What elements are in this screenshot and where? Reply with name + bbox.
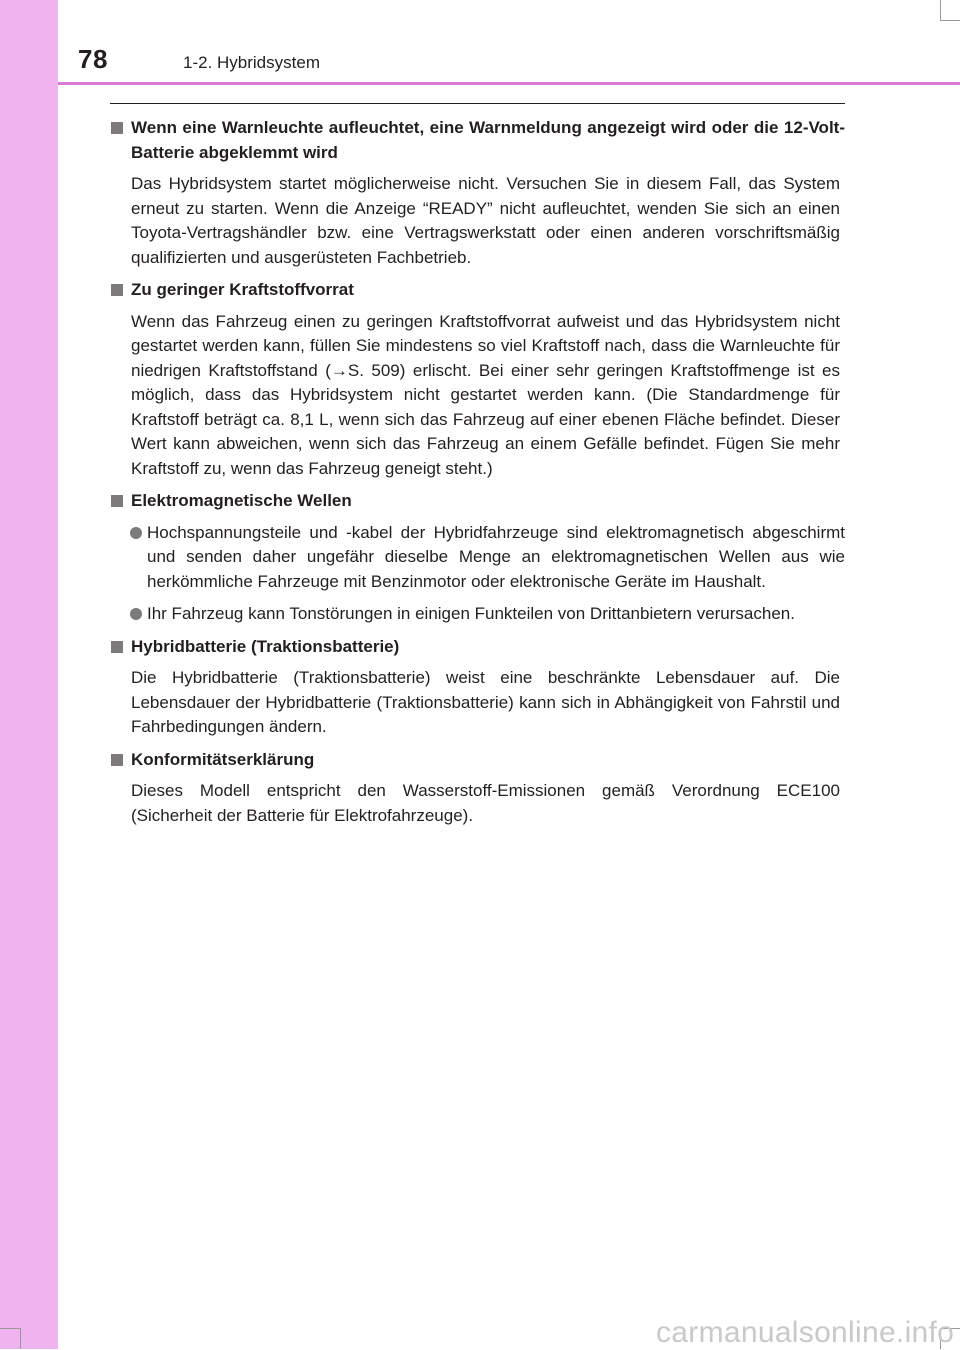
content	[110, 116, 845, 836]
crop-mark	[940, 20, 960, 21]
section-electromagnetic-waves	[110, 489, 845, 627]
list-item-text: Ihr Fahrzeug kann Tonstörungen in einigen Funkteilen von Drittanbietern verursachen.	[147, 604, 795, 623]
heading-text: Hybridbatterie (Traktionsbatterie)	[131, 636, 400, 656]
round-bullet-icon	[130, 527, 142, 539]
section-text: Das Hybridsystem startet möglicherweise nicht. Versuchen Sie in diesem Fall, das System erneut zu starten. Wenn die Anzeige “READY” nicht aufleuchtet, wenden Sie sich an einen Toyota-Vertragshändler bzw. eine Vertragswerkstatt oder einen anderen vorschriftsmäßig qualifizierten und ausgerüsteten Fachbetrieb.	[131, 174, 840, 267]
section-text: Wenn das Fahrzeug einen zu geringen Kraftstoffvorrat aufweist und das Hybridsystem nicht gestartet werden kann, füllen Sie mindestens so viel Kraftstoff nach, dass die Warnleuchte für niedrigen Kraftstoffstand (→S. 509) erlischt. Bei einer sehr geringen Kraftstoffmenge ist es möglich, dass das Hybridsystem nicht gestartet werden kann. (Die Standardmenge für Kraftstoff beträgt ca. 8,1 L, wenn sich das Fahrzeug auf einer ebenen Fläche befindet. Dieser Wert kann abweichen, wenn sich das Fahrzeug an einem Gefälle befindet. Fügen Sie mehr Kraftstoff zu, wenn das Fahrzeug geneigt steht.)	[131, 311, 840, 478]
heading-text: Zu geringer Kraftstoffvorrat	[131, 280, 354, 299]
page-number: 78	[78, 44, 108, 74]
header-rule	[58, 82, 960, 85]
section-heading	[110, 748, 845, 773]
site-watermark: carmanualsonline.info	[656, 1316, 955, 1349]
section-warning-light	[110, 116, 845, 270]
section-hybrid-battery	[110, 635, 845, 740]
square-bullet-icon	[111, 754, 123, 766]
crop-mark	[20, 1328, 21, 1349]
section-low-fuel	[110, 278, 845, 481]
heading-text: Elektromagnetische Wellen	[131, 491, 352, 510]
list-item	[110, 521, 845, 595]
round-bullet-icon	[130, 608, 142, 620]
crop-mark	[940, 0, 941, 20]
list-item-text: Hochspannungsteile und -kabel der Hybridfahrzeuge sind elektromagnetisch abgeschirmt und senden daher ungefähr dieselbe Menge an elektromagnetischen Wellen aus wie herkömmliche Fahrzeuge mit Benzinmotor oder elektronische Geräte im Haushalt.	[147, 522, 845, 591]
section-heading	[110, 635, 845, 660]
heading-text: Konformitätserklärung	[131, 749, 315, 769]
chapter-title: 1-2. Hybridsystem	[183, 53, 320, 72]
square-bullet-icon	[111, 495, 123, 507]
section-text: Dieses Modell entspricht den Wasserstoff-Emissionen gemäß Verordnung ECE100 (Sicherheit der Batterie für Elektrofahrzeuge).	[131, 781, 840, 825]
list-item	[110, 602, 845, 627]
square-bullet-icon	[111, 641, 123, 653]
section-conformity	[110, 748, 845, 829]
square-bullet-icon	[111, 122, 123, 134]
side-band	[0, 0, 58, 1349]
heading-text: Wenn eine Warnleuchte aufleuchtet, eine Warnmeldung angezeigt wird oder die 12-Volt-Batterie abgeklemmt wird	[131, 118, 845, 162]
content-rule	[110, 103, 845, 104]
crop-mark	[0, 1328, 20, 1329]
section-heading	[110, 489, 845, 514]
section-text: Die Hybridbatterie (Traktionsbatterie) weist eine beschränkte Lebensdauer auf. Die Lebensdauer der Hybridbatterie (Traktionsbatterie) kann sich in Abhängigkeit von Fahrstil und Fahrbedingungen ändern.	[131, 668, 840, 736]
square-bullet-icon	[111, 284, 123, 296]
section-heading	[110, 278, 845, 303]
section-heading	[110, 116, 845, 165]
